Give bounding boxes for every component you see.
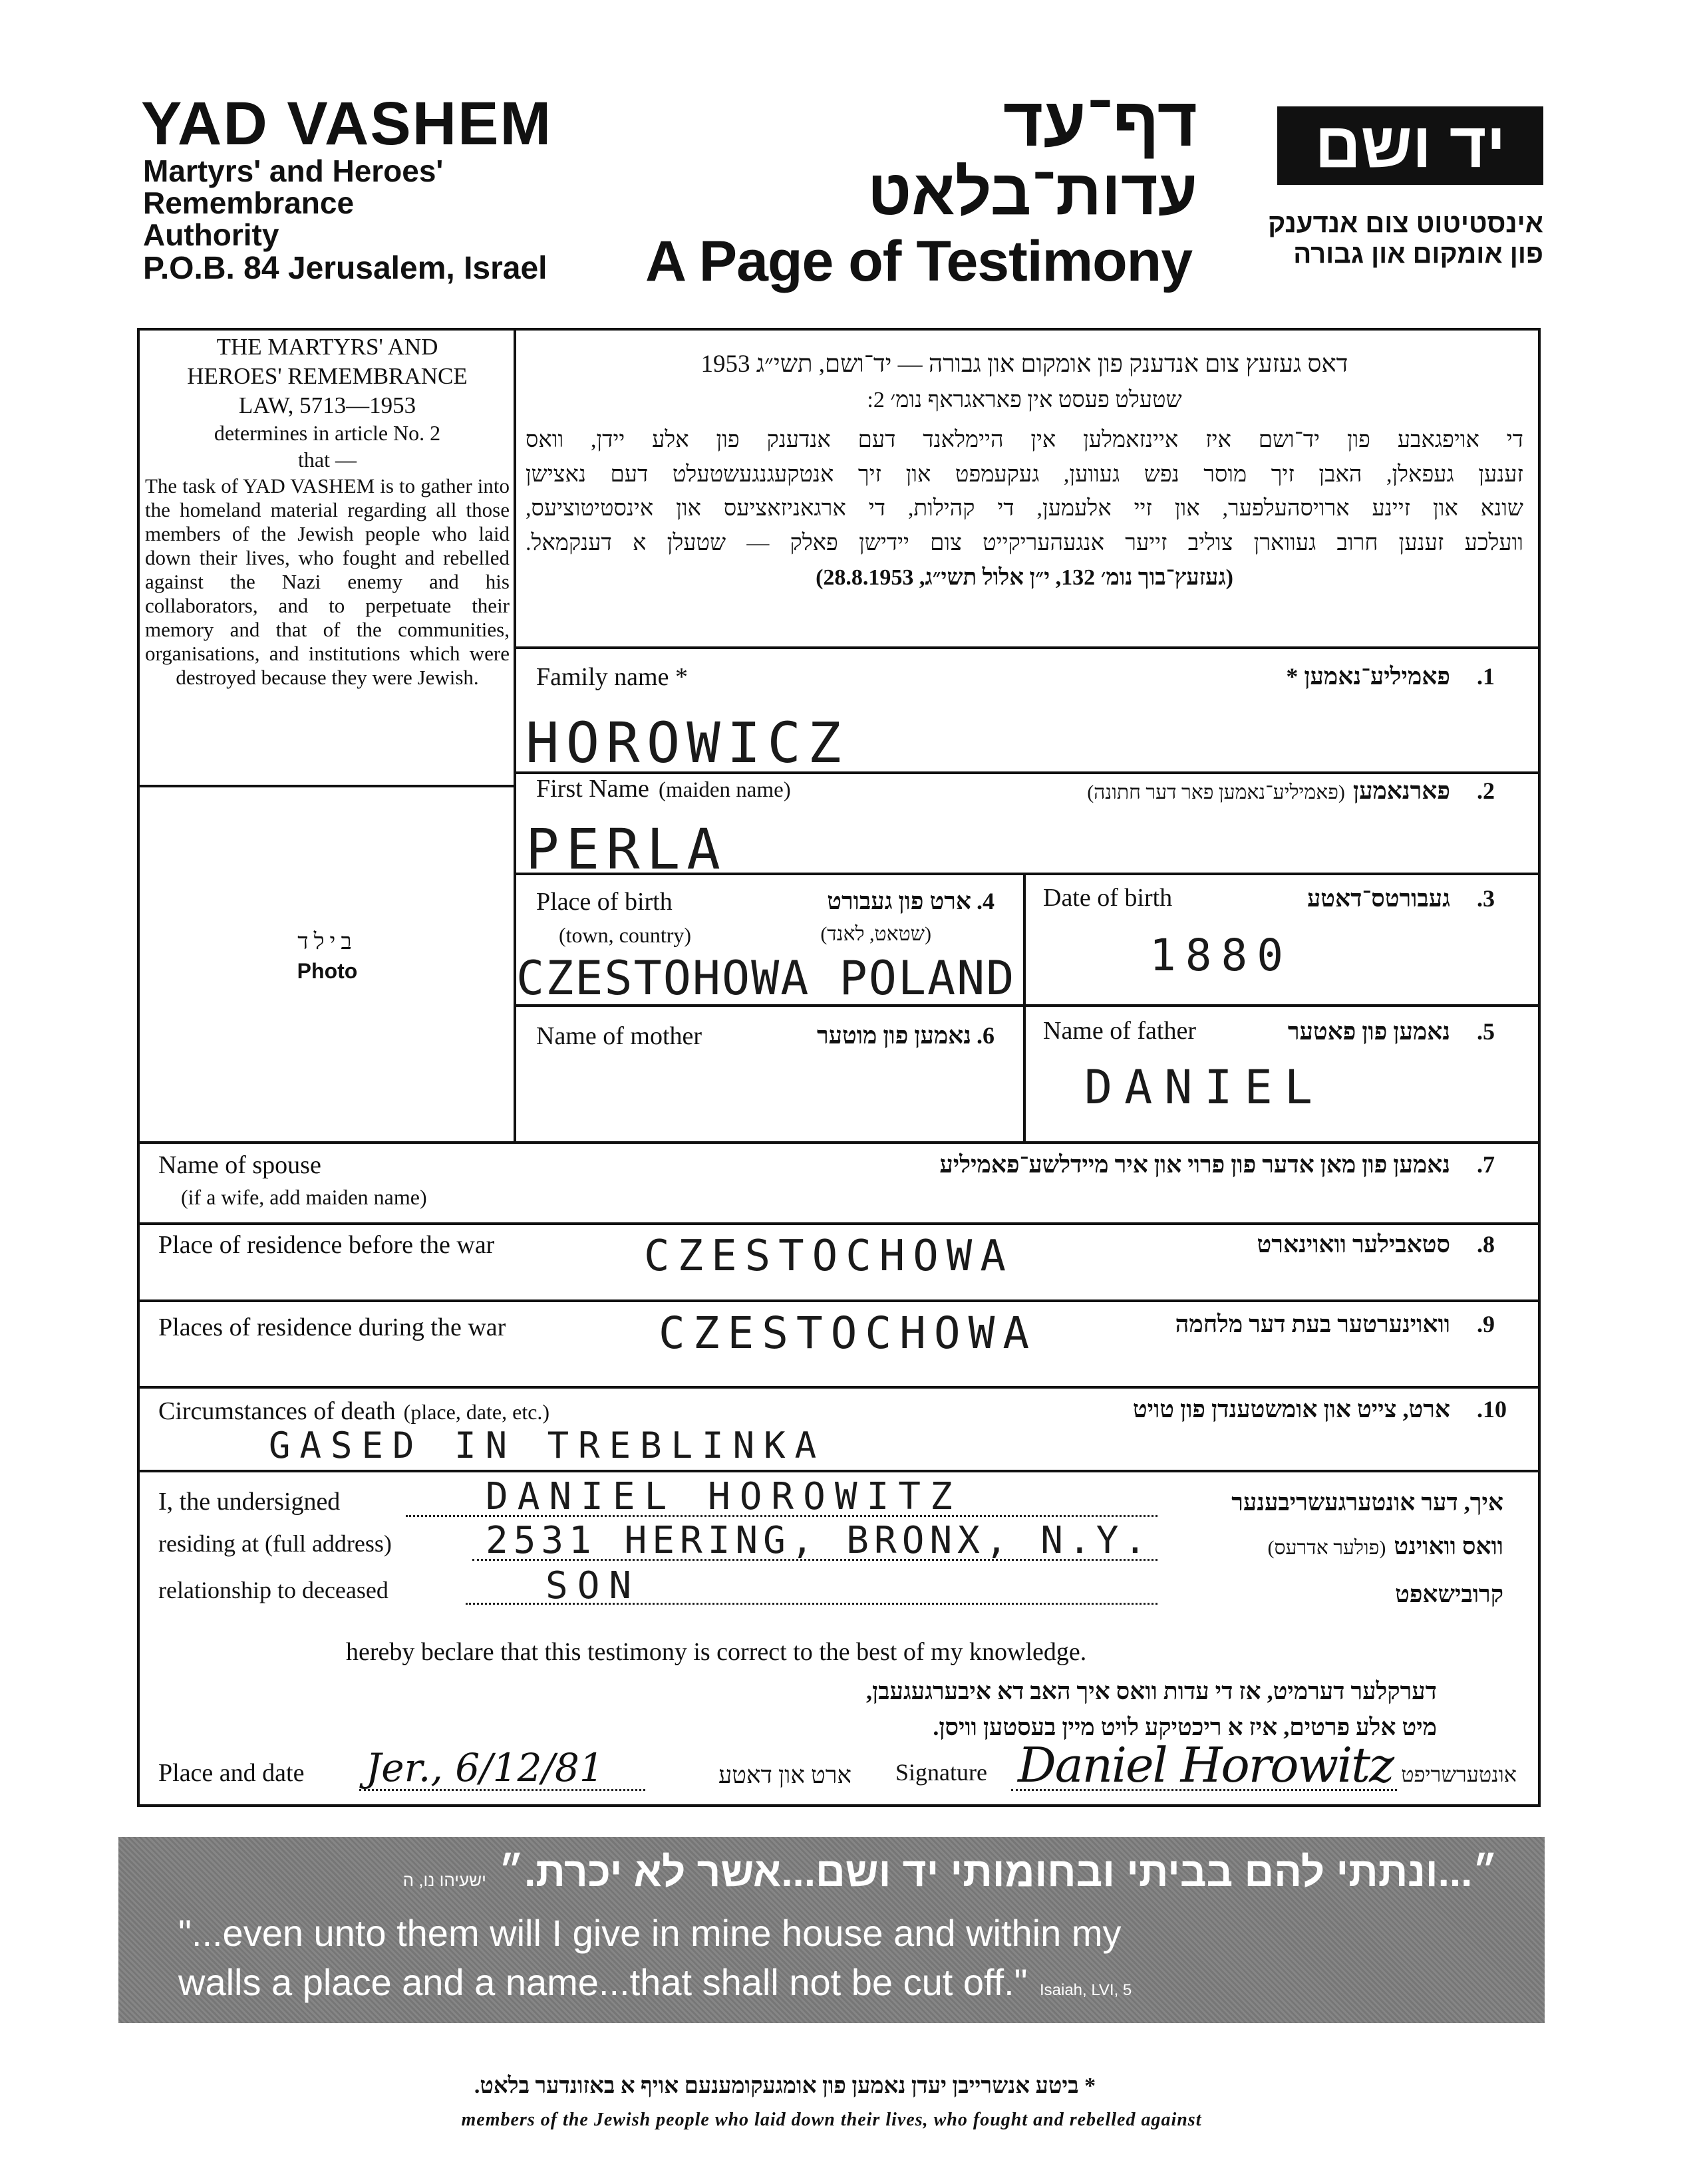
undersigned-label: I, the undersigned [158,1488,341,1516]
law-box [145,333,510,690]
field-number-5: .5 [1477,1018,1495,1045]
family-name-value: HOROWICZ [526,710,848,775]
title-english: A Page of Testimony [645,229,1193,293]
date-of-birth-label: Date of birth [1043,884,1173,912]
frame-right [1538,328,1541,1807]
signature-label: Signature [895,1759,987,1786]
name-of-father-label-yiddish: נאמען פון פאטער [1287,1018,1450,1045]
place-of-birth-label-yiddish: ארט פון געבורט [827,888,971,914]
org-line-1: Martyrs' and Heroes' [143,154,444,188]
banner-hebrew-row [168,1849,1498,1896]
field-number-10: .10 [1477,1396,1507,1423]
banner-hebrew-ref: ישעיהו נו, ה [402,1870,486,1890]
org-name: YAD VASHEM [141,90,553,158]
statement-english: hereby beclare that this testimony is correct to the best of my knowledge. [346,1638,1087,1666]
footnote-english: members of the Jewish people who laid down their lives, who fought and rebelled against [461,2110,1202,2130]
frame-top [137,328,1541,331]
place-of-birth-label-yiddish-sub: (שטאט, לאנד) [820,923,931,945]
name-of-spouse-label-yiddish: נאמען פון מאן אדער פון פרוי און איר מיידלשע־פאמיליע [939,1151,1450,1178]
field-number-7: .7 [1477,1151,1495,1178]
law-body: The task of YAD VASHEM is to gather into the homeland material regarding all those members of the Jewish people who laid down their lives, who fought and rebelled against the Nazi enemy and his collaborators, and to perpetuate their memory and that of the communities, organisations, and institutions which were destroyed because they were Jewish. [145,474,510,689]
field-number-3: .3 [1477,885,1495,912]
name-of-spouse-label: Name of spouse [158,1151,321,1179]
relationship-value: SON [545,1564,641,1607]
residence-during-value: CZESTOCHOWA [659,1307,1038,1359]
row-10-bottom [137,1470,1541,1472]
law-yiddish-line-2: שטעלט פעסט אין פאראגראף נומ׳ 2: [867,388,1182,413]
residence-during-label-yiddish: וואוינערטער בעת דער מלחמה [1175,1311,1450,1337]
law-determines: determines in article No. 2 [214,421,441,446]
law-title-1: THE MARTYRS' AND [216,334,438,360]
law-yiddish-line-1: דאס געזעץ צום אנדענק פון אומקום און גבורה — יד־ושם, תשי״ג 1953 [700,350,1348,378]
frame-left [137,328,140,1807]
row-7-bottom [137,1222,1541,1225]
field-number-4: .4 [977,888,995,914]
undersigned-value: DANIEL HOROWITZ [486,1475,962,1518]
residing-label: residing at (full address) [158,1530,392,1557]
row-4-bottom [137,1141,1541,1144]
title-yiddish-1: דף־עד [1002,84,1197,161]
row-8-bottom [137,1299,1541,1302]
place-date-label: Place and date [158,1759,305,1787]
circumstances-value: GASED IN TREBLINKA [269,1425,826,1466]
signature-label-yiddish: אונטערשריפט [1401,1762,1517,1786]
relationship-label: relationship to deceased [158,1577,388,1603]
residence-before-label: Place of residence before the war [158,1231,495,1259]
first-name-label-group [536,774,791,803]
name-of-father-value: DANIEL [1084,1060,1324,1115]
law-yiddish-bottom [514,646,1541,649]
field-number-6: .6 [977,1022,995,1049]
title-yiddish-2: עדות־בלאט [867,157,1197,228]
name-of-spouse-label-sub: (if a wife, add maiden name) [181,1185,427,1209]
name-of-mother-label-yiddish: נאמען פון מוטער [816,1022,971,1049]
field-number-9: .9 [1477,1311,1495,1337]
row-9-bottom [137,1386,1541,1389]
law-column-divider [514,328,516,1143]
family-name-label-yiddish: פאמיליע־נאמען * [1286,663,1450,690]
first-name-label-sub: (maiden name) [658,778,791,802]
org-line-3: Authority [143,217,279,252]
field-number-2: .2 [1477,777,1495,804]
date-of-birth-value: 1880 [1150,930,1293,981]
yad-vashem-logo [1277,106,1543,185]
law-yiddish-line-7: (געזעץ־בוך נומ׳ 132, י״ן אלול תשי״ג, 28.8.1953) [816,565,1233,590]
date-of-birth-label-yiddish: געבורטס־דאטע [1307,885,1450,912]
signature-value: Daniel Horowitz [1018,1737,1393,1793]
residence-before-label-yiddish: סטאבילער וואוינארט [1257,1231,1450,1258]
law-yiddish-line-3: די אויפגאבע פון יד־ושם איז איינזאמלען אין היימלאנד דעם אנדענק פון אלע יידן, וואס [526,427,1523,452]
birth-divider [1023,873,1026,1143]
photo-label-yiddish: בילד [297,930,357,954]
place-date-value: Jer., 6/12/81 [366,1745,604,1790]
first-name-label-yiddish: פארנאמען [1352,777,1450,804]
residing-value: 2531 HERING, BRONX, N.Y. [486,1519,1152,1562]
first-name-label: First Name [536,775,649,803]
org-line-2: Remembrance [143,186,355,220]
first-name-label-yiddish-sub: (פאמיליע־נאמען פאר דער חתונה) [1087,781,1345,803]
photo-area [141,791,514,1137]
name-of-father-label: Name of father [1043,1017,1196,1045]
residing-label-yiddish: וואס וואוינט [1394,1533,1503,1560]
law-that: that — [298,448,357,472]
banner-english-2: walls a place and a name...that shall not be cut off." [178,1961,1028,2003]
law-title-2: HEROES' REMEMBRANCE [187,362,468,389]
undersigned-label-yiddish: איך, דער אונטערגעשריבענער [1231,1489,1503,1516]
law-yiddish [526,346,1523,595]
footnote-yiddish: * ביטע אנשרייבן יעדן נאמען פון אומגעקומענעם אויף א באזונדער בלאט. [474,2074,1096,2098]
circumstances-label-group [158,1397,549,1426]
photo-label-english: Photo [297,959,358,983]
quote-banner [118,1837,1545,2023]
residence-during-label: Places of residence during the war [158,1313,506,1341]
law-yiddish-line-5: שונא און זיינע ארויסהעלפער, און זיי אלעמען, די קהילות, די ארגאניזאציעס און אינסטיטוציעס, [526,496,1523,521]
circumstances-label: Circumstances of death [158,1397,396,1425]
banner-english-1: "...even unto them will I give in mine house and within my [178,1912,1122,1954]
place-of-birth-label-sub: (town, country) [559,923,692,947]
logo-caption-1: אינסטיטוט צום אנדענק [1268,209,1543,238]
relationship-label-yiddish: קרובישאפט [1395,1581,1503,1607]
logo-text: יד ושם [1314,110,1506,181]
banner-hebrew: ״...ונתתי להם בביתי ובחומותי יד ושם...אשר לא יכרת.״ [498,1849,1498,1895]
org-address: P.O.B. 84 Jerusalem, Israel [143,251,547,286]
banner-english-row [178,1961,1132,2004]
logo-caption-2: פון אומקום און גבורה [1293,239,1543,269]
place-date-label-yiddish: ארט און דאטע [718,1762,851,1788]
residing-label-yiddish-group [1171,1532,1503,1560]
field-number-8: .8 [1477,1231,1495,1258]
first-name-label-yiddish-group [918,777,1450,805]
circumstances-label-sub: (place, date, etc.) [403,1400,550,1424]
residing-label-yiddish-sub: (פולער אדרעס) [1267,1537,1386,1559]
family-name-label: Family name * [536,663,688,691]
place-of-birth-value: CZESTOHOWA POLAND [516,951,1016,1006]
law-yiddish-line-6: וועלכע זענען חרוב געווארן צוליב זייער אנגעהעריקייט צום יידישן פאלק — שטעלן א דענקמאל. [526,530,1523,555]
law-title-3: LAW, 5713—1953 [238,392,416,418]
statement-yiddish-1: דערקלער דערמיט, אז די עדות וואס איך האב דא איבערגעגעבן, [865,1678,1437,1705]
law-yiddish-line-4: זענען געפאלן, האבן זיך מוסר נפש געווען, געקעמפט און זיך אנטקעגנגעשטעלט דעם נאצישן [526,462,1523,487]
frame-bottom [137,1804,1541,1807]
statement-yiddish-2: מיט אלע פרטים, איז א ריכטיקע לויט מיין בעסטען וויסן. [933,1714,1437,1740]
law-box-bottom [137,785,516,787]
banner-english-ref: Isaiah, LVI, 5 [1039,1981,1132,1999]
residence-before-value: CZESTOCHOWA [644,1232,1014,1281]
circumstances-label-yiddish: ארט, צייט און אומשטענדן פון טויט [1132,1396,1450,1423]
first-name-value: PERLA [526,817,727,882]
place-of-birth-label: Place of birth [536,888,673,916]
name-of-mother-label: Name of mother [536,1022,702,1050]
field-number-1: .1 [1477,663,1495,690]
